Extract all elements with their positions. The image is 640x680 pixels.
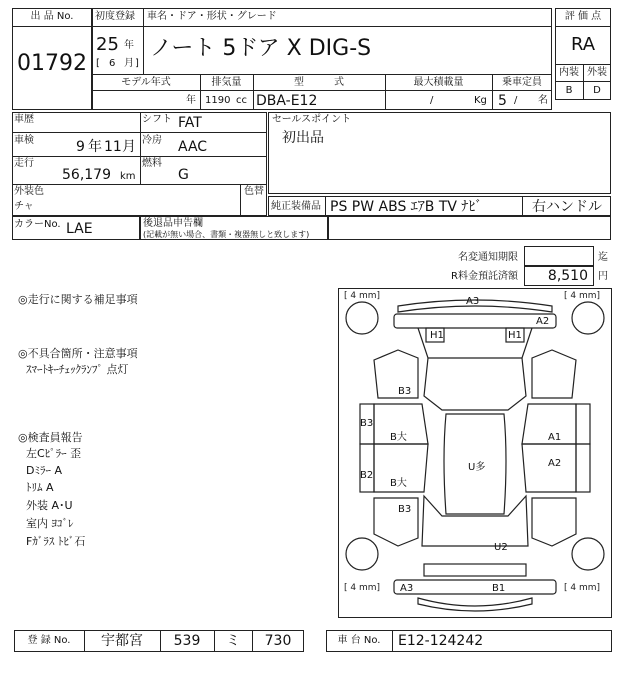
inspector-item: ﾄﾘﾑ A [26,481,54,494]
equipment-label: 純正装備品 [271,201,321,212]
tire-fr-label: [ 4 mm] [564,291,601,301]
first-reg-year-unit: 年 [124,40,134,51]
model-year-label: モデル年式 [121,77,171,88]
interior-label: 内装 [559,67,579,78]
shift-label: シフト [142,114,172,125]
recycle-unit: 円 [598,271,608,282]
exterior-color-label: 外装色 [14,186,44,197]
mark-headlight-r: H1 [508,330,522,341]
sales-point-value: 初出品 [282,130,324,146]
reg-number: 730 [264,633,292,649]
aftermarket-value-box [328,216,611,240]
reg-class: 539 [173,633,201,649]
displacement-label: 排気量 [211,77,242,88]
inspector-item: Dﾐﾗｰ A [26,464,62,477]
wheel-rl-icon [346,538,378,570]
displacement-unit: cc [236,95,247,106]
car-damage-diagram [338,288,612,618]
model-year-unit: 年 [186,95,196,106]
car-name: ノート 5ドア X DIG-S [150,36,372,61]
lot-label: 出 品 No. [30,11,74,22]
capacity-slash: / [514,95,518,106]
inspector-item: Fｶﾞﾗｽ ﾄﾋﾞ石 [26,535,86,548]
tire-fl-label: [ 4 mm] [344,291,381,301]
mark-headlight-l: H1 [430,330,444,341]
tire-rr-label: [ 4 mm] [564,583,601,593]
aftermarket-label: 後退品申告欄 [143,218,203,229]
first-reg-year: 25 [96,34,119,55]
mark-roof-front: A3 [466,296,480,307]
chassis-label: 車 台 No. [337,635,381,646]
history-label: 車歴 [14,114,34,125]
mark-roof: U多 [468,462,486,473]
inspection-year: 9 [76,139,85,155]
inspection-year-unit: 年 [88,139,102,155]
mileage-label: 走行 [14,158,34,169]
mileage-value: 56,179 [62,167,111,183]
exterior-color-value: チャ [14,201,34,212]
defect-item: ｽﾏｰﾄｷｰﾁｪｯｸﾗﾝﾌﾟ 点灯 [26,363,129,376]
wheel-fr-icon [572,302,604,334]
exterior-score: D [593,85,601,96]
name-change-label: 名変通知期限 [458,252,518,263]
inspector-header: ◎検査員報告 [18,431,83,444]
mark-door-fl: B大 [390,432,407,443]
tire-rl-label: [ 4 mm] [344,583,381,593]
reg-kana: ミ [226,633,240,649]
first-reg-label: 初度登録 [95,11,135,22]
mark-bumper-front-r: A2 [536,316,550,327]
inspector-item: 外装 A･U [26,499,73,512]
mark-door-rr: A2 [548,458,562,469]
recycle-value: 8,510 [547,268,588,284]
carname-label: 車名・ドア・形状・グレード [147,11,277,22]
mark-pillar-l: B3 [360,418,374,429]
inspector-item: 室内 ﾖｺﾞﾚ [26,517,74,530]
capacity-unit: 名 [538,95,548,106]
mark-door-rl: B大 [390,478,407,489]
type-value: DBA-E12 [256,93,318,109]
recycle-label: R料金預託済額 [451,271,518,282]
mark-fender-l: B3 [398,386,412,397]
max-load-unit: Kg [474,95,487,106]
displacement-value: 1190 [205,95,231,106]
score-label: 評 価 点 [564,11,602,22]
mark-qtr-l: B3 [398,504,412,515]
color-no-value: LAE [66,221,93,237]
sales-point-label: セールスポイント [272,114,352,125]
defects-header: ◎不具合箇所・注意事項 [18,347,138,360]
handle-value: 右ハンドル [532,199,602,215]
wheel-fl-icon [346,302,378,334]
first-reg-month: 6 [109,58,116,69]
mark-trunk: U2 [494,542,508,553]
name-change-unit: 迄 [598,252,608,263]
exterior-label: 外装 [587,67,607,78]
driving-header: ◎走行に関する補足事項 [18,293,138,306]
inspection-label: 車検 [14,135,34,146]
interior-score: B [565,85,573,96]
fuel-label: 燃料 [142,158,162,169]
equipment-value: PS PW ABS ｴｱB TV ﾅﾋﾞ [330,199,483,215]
max-load-label: 最大積載量 [413,77,464,88]
inspector-item: 左Cﾋﾟﾗｰ 歪 [26,447,82,460]
aircon-value: AAC [178,139,208,155]
mark-bumper-rear: B1 [492,583,506,594]
inspection-month: 11 [104,139,122,155]
reg-city: 宇都宮 [101,633,143,649]
max-load-slash: / [430,95,434,106]
color-change-label: 色替 [244,186,264,197]
first-reg-month-unit: 月 [124,58,134,69]
mark-door-fr: A1 [548,432,562,443]
chassis-value: E12-124242 [398,633,484,649]
aircon-label: 冷房 [142,135,162,146]
mark-bumper-rear-l: A3 [400,583,414,594]
capacity-value: 5 [498,93,507,109]
name-change-value-box [524,246,594,266]
mileage-unit: km [120,171,136,182]
shift-value: FAT [178,115,202,131]
inspection-month-unit: 月 [122,139,136,155]
wheel-rr-icon [572,538,604,570]
fuel-value: G [178,167,189,183]
mark-rocker-l: B2 [360,470,374,481]
aftermarket-note: (記載が無い場合、書類・複器無しと致します) [143,230,310,239]
color-no-label: カラーNo. [14,219,61,230]
lot-number: 01792 [17,51,87,76]
reg-label: 登 録 No. [27,635,71,646]
type-label: 型 式 [294,77,344,88]
capacity-label: 乗車定員 [502,77,542,88]
score-value: RA [570,34,596,55]
